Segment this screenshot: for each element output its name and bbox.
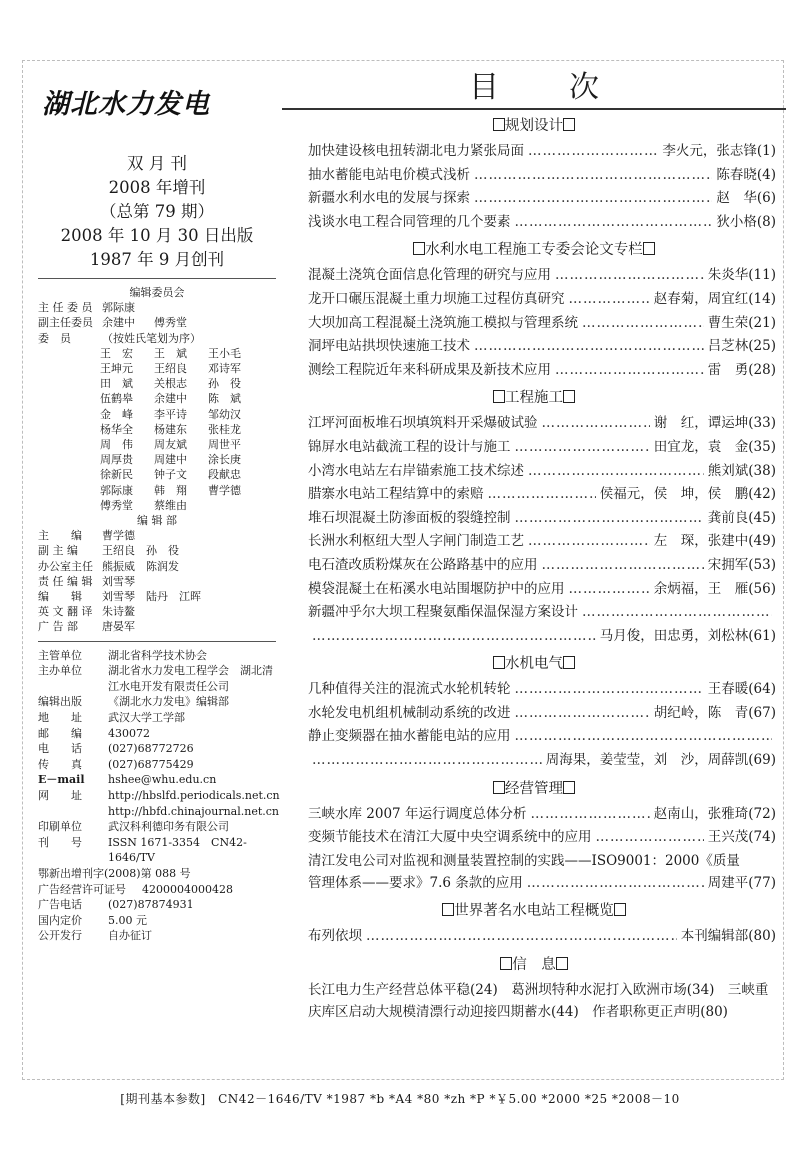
info-row: 传 真 (027)68775429 <box>38 757 194 771</box>
frequency: 双 月 刊 <box>127 154 187 173</box>
board-director <box>38 300 276 315</box>
info-row: 刊 号 ISSN 1671-3354 CN42-1646/TV <box>38 835 247 865</box>
members-row: 周厚贵 周建中 涂长庚 <box>100 453 241 467</box>
staff-row: 办公室主任 熊振威 陈润发 <box>38 559 179 573</box>
total-issue: （总第 79 期） <box>100 202 214 221</box>
members-row: 傅秀堂 蔡维由 <box>100 498 187 512</box>
toc-entry[interactable]: 混凝土浇筑仓面信息化管理的研究与应用 …………………………………………………………………………………… 朱炎华(11) <box>308 264 776 288</box>
box-icon <box>493 118 505 131</box>
box-icon <box>493 390 505 403</box>
members-row: 杨华全 杨建东 张桂龙 <box>100 422 241 436</box>
info-row: 编辑出版 《湖北水力发电》编辑部 <box>38 695 229 709</box>
info-row: 邮 编 430072 <box>38 726 150 740</box>
vice-name: 傅秀堂 <box>154 316 187 330</box>
toc-entry[interactable]: 变频节能技术在清江大厦中央空调系统中的应用 …………………………………………………………………………………… 王兴茂(74) <box>308 826 776 850</box>
staff-row: 广 告 部 唐晏军 <box>38 620 135 634</box>
info-row: 主管单位 湖北省科学技术协会 <box>38 648 207 662</box>
box-icon <box>413 242 425 255</box>
box-icon <box>563 390 575 403</box>
box-icon <box>643 242 655 255</box>
section-heading: 规划设计 <box>282 114 786 138</box>
box-icon <box>493 781 505 794</box>
section-heading: 信 息 <box>282 953 786 977</box>
website-row <box>38 804 280 820</box>
staff-row: 英 文 翻 译 朱诗鳌 <box>38 605 135 619</box>
box-icon <box>442 903 454 916</box>
members-row: 田 斌 关根志 孙 役 <box>100 377 241 391</box>
box-icon <box>493 656 505 669</box>
members-label: 委 员 <box>38 331 71 345</box>
masthead-column <box>38 82 280 944</box>
info-row: 广告经营许可证号 4200004000428 <box>38 882 233 896</box>
members-row: 徐新民 钟子文 段献忠 <box>100 468 241 482</box>
divider <box>38 278 276 279</box>
toc-entry-continued[interactable]: …………………………………………………………………………………… 马月俊，田忠勇，刘松林(61) <box>308 625 776 649</box>
members-row: 伍鹤皋 余建中 陈 斌 <box>100 392 241 406</box>
info-row: 鄂新出增刊字(2008)第 088 号 <box>38 866 191 880</box>
director-label: 主 任 委 员 <box>38 301 93 315</box>
info-row: 印刷单位 武汉科利德印务有限公司 <box>38 820 229 834</box>
toc-entry[interactable]: 堆石坝混凝土防渗面板的裂缝控制 …………………………………………………………………………………… 龚前良(45) <box>308 507 776 531</box>
publisher-info <box>38 648 280 944</box>
section-heading: 水机电气 <box>282 652 786 676</box>
members-row: 金 峰 李平诗 邹幼汉 <box>100 407 241 421</box>
staff-row: 主 编 曹学德 <box>38 529 135 543</box>
staff-row: 副 主 编 王绍良 孙 役 <box>38 544 179 558</box>
dept-title: 编 辑 部 <box>137 514 177 528</box>
toc-entry[interactable]: 水轮发电机组机械制动系统的改进 …………………………………………………………………………………… 胡纪岭，陈 青(67) <box>308 702 776 726</box>
members-row: 郭际康 韩 翔 曹学德 <box>100 483 241 497</box>
members-row: 周 伟 周友斌 周世平 <box>100 438 241 452</box>
toc-entry-long[interactable]: 清江发电公司对监视和测量装置控制的实践——ISO9001：2000《质量 <box>308 852 740 869</box>
toc-entry[interactable]: 几种值得关注的混流式水轮机转轮 …………………………………………………………………………………… 王春暖(64) <box>308 678 776 702</box>
toc-entry[interactable]: 静止变频器在抽水蓄能电站的应用 …………………………………………………………………………………… <box>308 725 776 749</box>
info-row: 公开发行 自办征订 <box>38 929 152 943</box>
email-address[interactable]: hshee@whu.edu.cn <box>108 773 217 787</box>
section-heading: 工程施工 <box>282 386 786 410</box>
divider <box>38 641 276 642</box>
toc-entry[interactable]: 新疆水利水电的发展与探索 …………………………………………………………………………………… 赵 华(6) <box>308 187 776 211</box>
board-members-head <box>38 331 276 346</box>
members-row: 王 宏 王 斌 王小毛 <box>100 346 241 360</box>
director-name: 郭际康 <box>102 301 135 315</box>
info-row: 广告电话 (027)87874931 <box>38 898 194 912</box>
members-note: （按姓氏笔划为序） <box>102 331 201 345</box>
toc-entry[interactable]: 大坝加高工程混凝土浇筑施工模拟与管理系统 …………………………………………………………………………………… 曹生荣(21) <box>308 312 776 336</box>
box-icon <box>563 781 575 794</box>
info-row: 国内定价 5.00 元 <box>38 913 147 927</box>
section-heading: 世界著名水电站工程概览 <box>282 899 786 923</box>
issue-year: 2008 年增刊 <box>108 178 206 197</box>
toc-entry[interactable]: 长洲水利枢纽大型人字闸门制造工艺 …………………………………………………………………………………… 左 琛，张建中(49) <box>308 530 776 554</box>
journal-parameters: [期刊基本参数] CN42－1646/TV *1987 *b *A4 *80 *zh *P *￥5.00 *2000 *25 *2008－10 <box>120 1092 680 1106</box>
toc-entry-continued[interactable]: 管理体系——要求》7.6 条款的应用 …………………………………………………………………………………… 周建平(77) <box>308 872 776 896</box>
toc-entry[interactable]: 新疆冲乎尔大坝工程聚氨酯保温保湿方案设计 …………………………………………………………………………………… <box>308 601 776 625</box>
box-icon <box>563 656 575 669</box>
table-of-contents <box>282 70 786 1023</box>
toc-entry[interactable]: 模袋混凝土在柘溪水电站围堰防护中的应用 …………………………………………………………………………………… 余炳福，王 雁(56) <box>308 578 776 602</box>
news-items: 长江电力生产经营总体平稳(24) 葛洲坝特种水泥打入欧洲市场(34) 三峡重庆库区启动大规模清漂行动迎接四期蓄水(44) 作者职称更正声明(80) <box>308 982 769 1021</box>
toc-entry[interactable]: 抽水蓄能电站电价模式浅析 …………………………………………………………………………………… 陈春晓(4) <box>308 164 776 188</box>
toc-entry[interactable]: 小湾水电站左右岸锚索施工技术综述 …………………………………………………………………………………… 熊刘斌(38) <box>308 460 776 484</box>
staff-row: 编 辑 刘雪琴 陆丹 江晖 <box>38 590 201 604</box>
toc-entry[interactable]: 测绘工程院近年来科研成果及新技术应用 …………………………………………………………………………………… 雷 勇(28) <box>308 359 776 383</box>
board-title: 编辑委员会 <box>129 286 185 299</box>
journal-logo: 湖北水力发电 <box>42 89 210 120</box>
box-icon <box>500 957 512 970</box>
vice-name: 余建中 <box>102 316 135 330</box>
pub-date: 2008 年 10 月 30 日出版 <box>60 226 254 245</box>
title-rule <box>282 108 786 110</box>
toc-entry[interactable]: 三峡水库 2007 年运行调度总体分析 …………………………………………………………………………………… 赵南山，张雅琦(72) <box>308 803 776 827</box>
box-icon <box>563 118 575 131</box>
website-link[interactable]: http://hbfd.chinajournal.net.cn <box>108 804 280 818</box>
section-heading: 水利水电工程施工专委会论文专栏 <box>282 238 786 262</box>
toc-entry[interactable]: 龙开口碾压混凝土重力坝施工过程仿真研究 …………………………………………………………………………………… 赵春菊，周宜红(14) <box>308 288 776 312</box>
members-row: 王坤元 王绍良 邓诗军 <box>100 362 241 376</box>
board-vice <box>38 315 276 330</box>
box-icon <box>556 957 568 970</box>
info-row: 主办单位 湖北省水力发电工程学会 湖北清江水电开发有限责任公司 <box>38 664 273 693</box>
toc-entry[interactable]: 江坪河面板堆石坝填筑料开采爆破试验 …………………………………………………………………………………… 谢 红，谭运坤(33) <box>308 412 776 436</box>
toc-title: 目 次 <box>469 70 599 105</box>
editorial-board <box>38 285 276 635</box>
toc-entry[interactable]: 加快建设核电扭转湖北电力紧张局面 …………………………………………………………………………………… 李火元，张志锋(1) <box>308 140 776 164</box>
vice-label: 副主任委员 <box>38 316 93 330</box>
toc-entry[interactable]: 布列依坝 …………………………………………………………………………………… 本刊编辑部(80) <box>308 925 776 949</box>
info-row: 电 话 (027)68772726 <box>38 742 194 756</box>
staff-row: 责 任 编 辑 刘雪琴 <box>38 574 135 588</box>
toc-entry-continued[interactable]: …………………………………………………………………………………… 周海果，姜莹莹，刘 沙，周薛凯(69) <box>308 749 776 773</box>
toc-entry[interactable]: 浅谈水电工程合同管理的几个要素 …………………………………………………………………………………… 狄小格(8) <box>308 211 776 235</box>
toc-entry[interactable]: 洞坪电站拱坝快速施工技术 …………………………………………………………………………………… 吕芝林(25) <box>308 335 776 359</box>
toc-entry[interactable]: 电石渣改质粉煤灰在公路路基中的应用 …………………………………………………………………………………… 宋拥军(53) <box>308 554 776 578</box>
toc-entry[interactable]: 锦屏水电站截流工程的设计与施工 …………………………………………………………………………………… 田宜龙，袁 金(35) <box>308 436 776 460</box>
members-grid <box>100 346 276 513</box>
info-row: 地 址 武汉大学工学部 <box>38 711 185 725</box>
founded-date: 1987 年 9 月创刊 <box>89 250 225 269</box>
publication-info <box>38 152 276 272</box>
toc-entry[interactable]: 腊寨水电站工程结算中的索赔 …………………………………………………………………………………… 侯福元，侯 坤，侯 鹏(42) <box>308 483 776 507</box>
email-row: E－mail hshee@whu.edu.cn <box>38 772 276 788</box>
website-link[interactable]: http://hbslfd.periodicals.net.cn <box>108 789 280 803</box>
section-heading: 经营管理 <box>282 777 786 801</box>
website-row: 网 址 http://hbslfd.periodicals.net.cn <box>38 789 280 803</box>
box-icon <box>614 903 626 916</box>
